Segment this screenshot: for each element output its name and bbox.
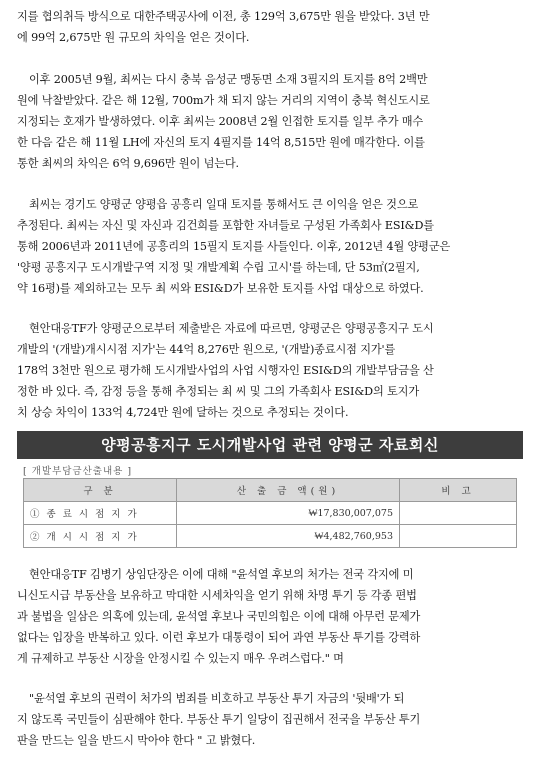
text-line: 현안대응TF 김병기 상임단장은 이에 대해 "윤석열 후보의 처가는 전국 각지에 미: [29, 568, 414, 581]
text-line: 최씨는 경기도 양평군 양평읍 공흥리 일대 토지를 통해서도 큰 이익을 얻은 것으로: [29, 198, 419, 211]
header-amount: 산 출 금 액(원): [177, 479, 400, 502]
table-row: [24, 525, 517, 548]
text-line: 정한 바 있다. 즉, 감정 등을 통해 추정되는 최 씨 및 그의 가족회사 ESI&D의 토지가: [17, 385, 419, 398]
row-label: ① 종 료 시 점 지 가: [24, 502, 177, 525]
row-note: [400, 502, 517, 525]
text-line: 지를 협의취득 방식으로 대한주택공사에 이전, 총 129억 3,675만 원을 받았다. 3년 만: [17, 10, 430, 23]
row-amount: ₩17,830,007,075: [177, 502, 400, 525]
figure-subtitle: [ 개발부담금산출내용 ]: [23, 466, 133, 477]
table-row: [24, 502, 517, 525]
data-response-figure: [17, 431, 523, 553]
text-line: 178억 3천만 원으로 평가해 도시개발사업의 사업 시행자인 ESI&D의 개발부담금을 산: [17, 364, 434, 377]
text-line: '양평 공흥지구 도시개발구역 지정 및 개발계획 수립 고시'를 하는데, 단 53㎡(2필지,: [17, 261, 420, 274]
text-line: 지정되는 호재가 발생하였다. 이후 최씨는 2008년 2월 인접한 토지를 일부 추가 매수: [17, 115, 424, 128]
text-line: 치 상승 차익이 133억 4,724만 원에 달하는 것으로 추정되는 것이다.: [17, 406, 349, 419]
paragraph-1: [17, 6, 525, 48]
text-line: 과 불법을 일삼은 의혹에 있는데, 윤석열 후보나 국민의힘은 이에 대해 아무런 문제가: [17, 610, 421, 623]
text-line: 니신도시급 부동산을 보유하고 막대한 시세차익을 얻기 위해 차명 투기 등 각종 편법: [17, 589, 417, 602]
text-line: 에 99억 2,675만 원 규모의 차익을 얻은 것이다.: [17, 31, 250, 44]
row-label: ② 개 시 시 점 지 가: [24, 525, 177, 548]
paragraph-3: [17, 194, 525, 299]
text-line: 판을 만드는 일을 반드시 막아야 한다 " 고 밝혔다.: [17, 734, 256, 747]
paragraph-5: [17, 564, 525, 669]
row-amount: ₩4,482,760,953: [177, 525, 400, 548]
text-line: 한 다음 같은 해 11월 LH에 자신의 토지 4필지를 14억 8,515만 원에 매각한다. 이를: [17, 136, 425, 149]
text-line: 약 16평)를 제외하고는 모두 최 씨와 ESI&D가 보유한 토지를 사업 대상으로 하였다.: [17, 282, 424, 295]
text-line: 현안대응TF가 양평군으로부터 제출받은 자료에 따르면, 양평군은 양평공흥지구 도시: [29, 322, 434, 335]
text-line: "윤석열 후보의 권력이 처가의 범죄를 비호하고 부동산 투기 자금의 '뒷배'가 되: [29, 692, 405, 705]
text-line: 게 규제하고 부동산 시장을 안정시킬 수 있는지 매우 우려스럽다." 며: [17, 652, 344, 665]
text-line: 통한 최씨의 차익은 6억 9,696만 원이 넘는다.: [17, 157, 239, 170]
paragraph-6: [17, 688, 525, 751]
text-line: 이후 2005년 9월, 최씨는 다시 충북 음성군 맹동면 소재 3필지의 토지를 8억 2백만: [29, 73, 428, 86]
header-note: 비 고: [400, 479, 517, 502]
table-header-row: [24, 479, 517, 502]
header-category: 구 분: [24, 479, 177, 502]
text-line: 추정된다. 최씨는 자신 및 자신과 김건희를 포함한 자녀들로 구성된 가족회사 ESI&D를: [17, 219, 434, 232]
text-line: 없다는 입장을 반복하고 있다. 이런 후보가 대통령이 되어 과연 부동산 투기를 강력하: [17, 631, 421, 644]
text-line: 통해 2006년과 2011년에 공흥리의 15필지 토지를 사들인다. 이후, 2012년 4월 양평군은: [17, 240, 451, 253]
row-note: [400, 525, 517, 548]
charge-table: [23, 478, 517, 548]
paragraph-2: [17, 69, 525, 174]
text-line: 개발의 '(개발)개시시점 지가'는 44억 8,276만 원으로, '(개발)종료시점 지가'를: [17, 343, 396, 356]
text-line: 원에 낙찰받았다. 같은 해 12월, 700m가 채 되지 않는 거리의 지역이 충북 혁신도시로: [17, 94, 430, 107]
figure-title: 양평공흥지구 도시개발사업 관련 양평군 자료회신: [17, 431, 523, 459]
text-line: 지 않도록 국민들이 심판해야 한다. 부동산 투기 일당이 집권해서 전국을 부동산 투기: [17, 713, 421, 726]
paragraph-4: [17, 318, 525, 423]
